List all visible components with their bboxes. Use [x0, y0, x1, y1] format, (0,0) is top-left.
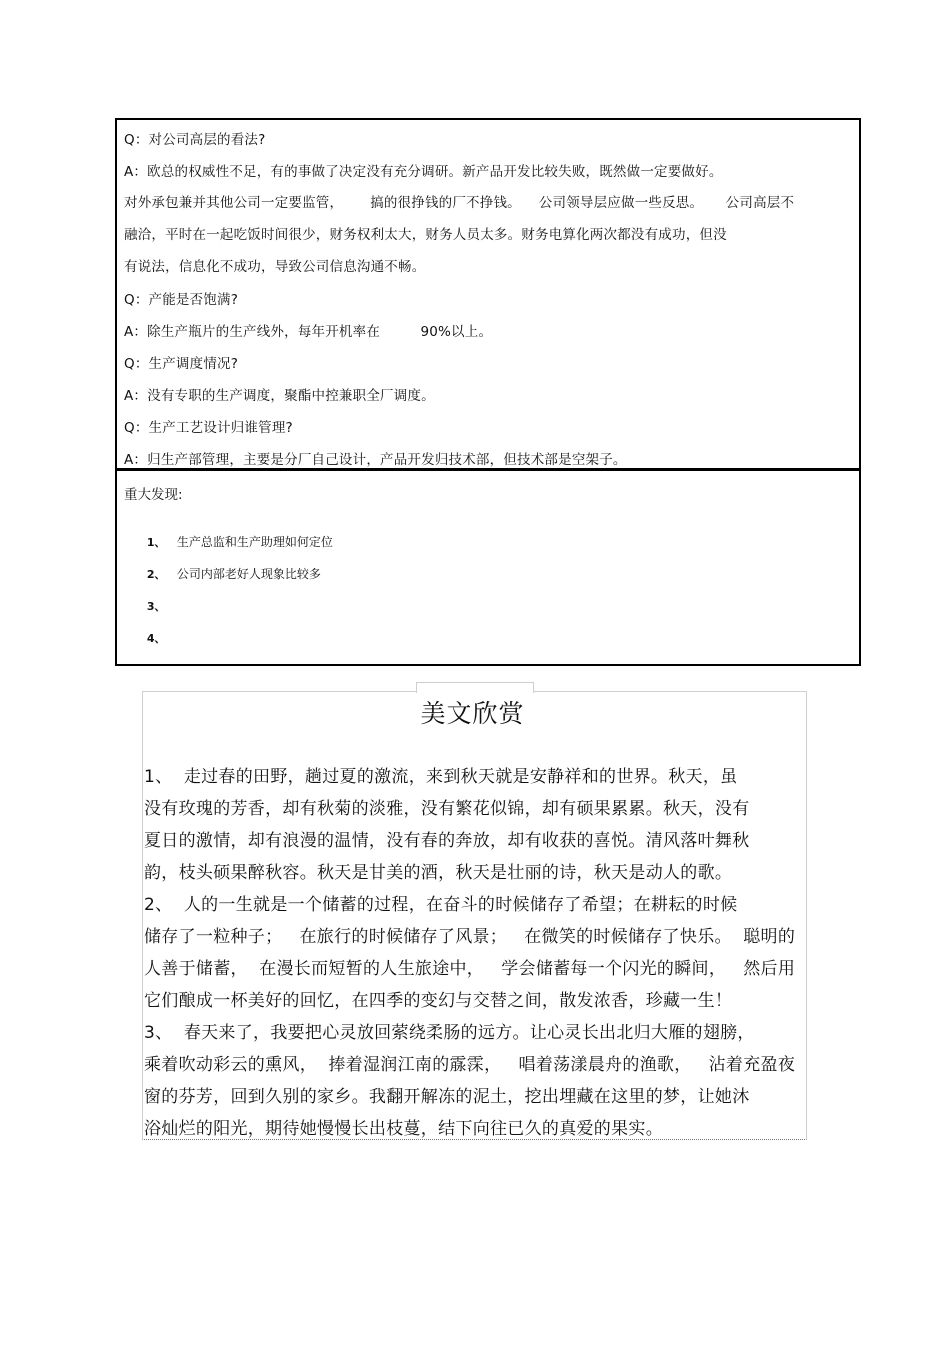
finding-text: 生产总监和生产助理如何定位	[176, 535, 333, 549]
essay-line: 窗的芬芳，回到久别的家乡。我翻开解冻的泥土，挖出埋藏在这里的梦，让她沐	[144, 1087, 750, 1107]
finding-number: 2、	[146, 568, 166, 581]
finding-number: 4、	[146, 632, 166, 645]
essay-line: 1、 走过春的田野，趟过夏的激流，来到秋天就是安静祥和的世界。秋天，虽	[144, 767, 738, 787]
essay-line: 它们酿成一杯美好的回忆，在四季的变幻与交替之间，散发浓香，珍藏一生！	[144, 991, 733, 1011]
essay-line: 储存了一粒种子； 在旅行的时候储存了风景； 在微笑的时候储存了快乐。 聪明的	[144, 927, 796, 947]
essay-frame-tab	[416, 682, 534, 693]
qa-line: Q：生产工艺设计归谁管理?	[124, 420, 293, 436]
qa-line: A：归生产部管理，主要是分厂自己设计，产品开发归技术部，但技术部是空架子。	[124, 452, 627, 468]
essay-line: 乘着吹动彩云的熏风， 捧着湿润江南的霡霂， 唱着荡漾晨舟的渔歌， 沾着充盈夜	[144, 1055, 796, 1075]
essay-line: 2、 人的一生就是一个储蓄的过程，在奋斗的时候储存了希望；在耕耘的时候	[144, 895, 738, 915]
finding-number: 3、	[146, 600, 166, 613]
finding-number: 1、	[146, 536, 166, 549]
essay-line: 浴灿烂的阳光，期待她慢慢长出枝蔓，结下向往已久的真爱的果实。	[144, 1119, 663, 1139]
essay-line: 韵，枝头硕果醉秋容。秋天是甘美的酒，秋天是壮丽的诗，秋天是动人的歌。	[144, 863, 733, 883]
qa-line: 融洽，平时在一起吃饭时间很少，财务权利太大，财务人员太多。财务电算化两次都没有成功，但没	[124, 227, 727, 243]
essay-line: 人善于储蓄， 在漫长而短暂的人生旅途中， 学会储蓄每一个闪光的瞬间， 然后用	[144, 959, 796, 979]
qa-line: 对外承包兼并其他公司一定要监管， 搞的很挣钱的厂不挣钱。 公司领导层应做一些反思。 公司高层不	[124, 195, 795, 211]
interview-qa-box	[115, 118, 861, 470]
qa-line: Q：产能是否饱满?	[124, 292, 239, 308]
qa-line: A：欧总的权威性不足，有的事做了决定没有充分调研。新产品开发比较失败，既然做一定要做好。	[124, 164, 723, 180]
essay-line: 没有玫瑰的芳香，却有秋菊的淡雅，没有繁花似锦，却有硕果累累。秋天，没有	[144, 799, 750, 819]
essay-line: 3、 春天来了，我要把心灵放回萦绕柔肠的远方。让心灵长出北归大雁的翅膀，	[144, 1023, 755, 1043]
finding-item	[124, 616, 177, 660]
essay-line: 夏日的激情，却有浪漫的温情，没有春的奔放，却有收获的喜悦。清风落叶舞秋	[144, 831, 750, 851]
essay-title: 美文欣赏	[420, 699, 525, 728]
major-findings-box	[115, 469, 861, 666]
qa-line: A：没有专职的生产调度，聚酯中控兼职全厂调度。	[124, 388, 435, 404]
qa-line: Q：生产调度情况?	[124, 356, 239, 372]
qa-line: 有说法，信息化不成功，导致公司信息沟通不畅。	[124, 259, 426, 275]
findings-title: 重大发现:	[124, 487, 183, 503]
qa-line: A：除生产瓶片的生产线外，每年开机率在 90%以上。	[124, 324, 493, 340]
qa-line: Q：对公司高层的看法?	[124, 132, 266, 148]
finding-text: 公司内部老好人现象比较多	[176, 567, 321, 581]
